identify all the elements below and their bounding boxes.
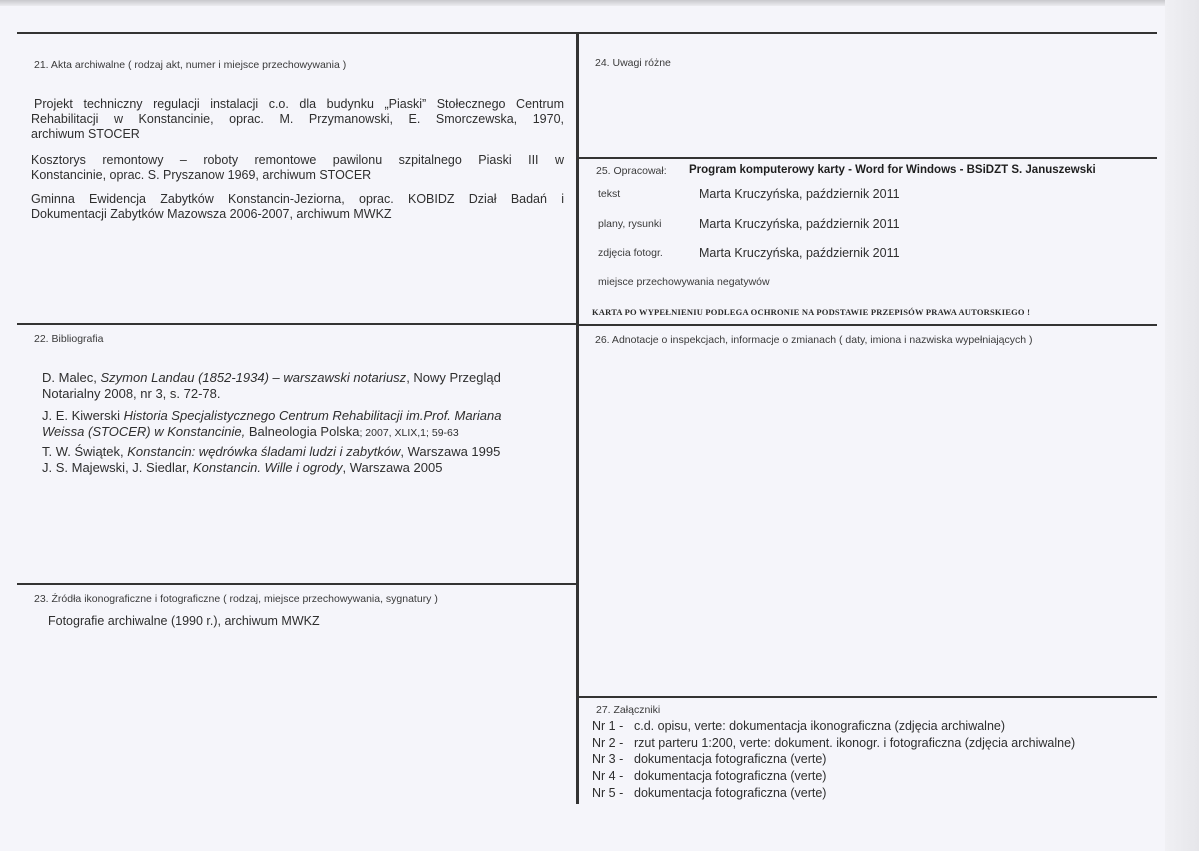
sec23-text: Fotografie archiwalne (1990 r.), archiwum MWKZ	[48, 614, 320, 628]
sec21-entry-2-line: Kosztorys remontowy – roboty remontowe pawilonu szpitalnego Piaski III w	[31, 153, 564, 167]
sec21-entry-3	[31, 192, 564, 222]
sec21-entry-1-line: Projekt techniczny regulacji instalacji c.o. dla budynku „Piaski” Stołecznego Centrum	[34, 97, 564, 111]
sec21-heading: 21. Akta archiwalne ( rodzaj akt, numer i miejsce przechowywania )	[34, 59, 347, 71]
rule-top	[17, 32, 1157, 34]
attachment-text: rzut parteru 1:200, verte: dokument. ikonogr. i fotograficzna (zdjęcia archiwalne)	[634, 736, 1076, 750]
sec23-heading: 23. Źródła ikonograficzne i fotograficzne ( rodzaj, miejsce przechowywania, sygnatury )	[34, 593, 438, 605]
sec21-entry-3-line: Dokumentacji Zabytków Mazowsza 2006-2007, archiwum MWKZ	[31, 207, 392, 221]
sec21-entry-1	[31, 97, 564, 142]
sec22-heading: 22. Bibliografia	[34, 333, 104, 345]
sec21-entry-2	[31, 153, 564, 183]
sec26-heading: 26. Adnotacje o inspekcjach, informacje o zmianach ( daty, imiona i nazwiska wypełniających )	[595, 334, 1033, 346]
negatives-location-label: miejsce przechowywania negatywów	[598, 276, 770, 288]
rule-right-24-25	[577, 157, 1157, 159]
author-row-label: plany, rysunki	[598, 218, 662, 230]
attachment-nr: Nr 1 -	[592, 719, 624, 733]
sec25-heading: 25. Opracował:	[596, 165, 667, 177]
rule-right-26-27	[577, 696, 1157, 698]
sec27-heading: 27. Załączniki	[596, 704, 661, 716]
scan-right-edge	[1165, 0, 1199, 851]
bib3-author: T. W. Świątek,	[42, 444, 128, 459]
author-row-value: Marta Kruczyńska, październik 2011	[699, 217, 900, 231]
bib1-title: Szymon Landau (1852-1934) – warszawski notariusz	[100, 370, 407, 385]
bib3-pub: , Warszawa 1995	[400, 444, 501, 459]
bibliography-entry-4	[42, 460, 442, 475]
rule-right-25-26	[577, 324, 1157, 326]
bibliography-entry-2-cont	[42, 424, 459, 441]
scan-top-edge	[0, 0, 1199, 6]
sec21-entry-2-line: Konstancinie, oprac. S. Pryszanow 1969, archiwum STOCER	[31, 168, 372, 182]
attachment-text: c.d. opisu, verte: dokumentacja ikonograficzna (zdjęcia archiwalne)	[634, 719, 1006, 733]
rule-left-22-23	[17, 583, 577, 585]
author-row-value: Marta Kruczyńska, październik 2011	[699, 187, 900, 201]
bib4-title: Konstancin. Wille i ogrody	[193, 460, 343, 475]
bib4-pub: , Warszawa 2005	[342, 460, 443, 475]
attachment-text: dokumentacja fotograficzna (verte)	[634, 752, 827, 766]
rule-center	[576, 33, 579, 804]
author-row-value: Marta Kruczyńska, październik 2011	[699, 246, 900, 260]
attachment-nr: Nr 2 -	[592, 736, 624, 750]
bib1-pub: , Nowy Przegląd	[406, 370, 501, 385]
copyright-notice: KARTA PO WYPEŁNIENIU PODLEGA OCHRONIE NA PODSTAWIE PRZEPISÓW PRAWA AUTORSKIEGO !	[592, 307, 1031, 317]
bib1-author: D. Malec,	[42, 370, 101, 385]
author-row-label: zdjęcia fotogr.	[598, 247, 663, 259]
bibliography-entry-1	[42, 370, 501, 385]
sec21-entry-1-line: Rehabilitacji w Konstancinie, oprac. M. Przymanowski, E. Smorczewska, 1970,	[31, 112, 564, 126]
sec21-entry-3-line: Gminna Ewidencja Zabytków Konstancin-Jeziorna, oprac. KOBIDZ Dział Badań i	[31, 192, 564, 206]
bib2-journal: Balneologia Polska	[245, 424, 360, 439]
bibliography-entry-3	[42, 444, 500, 459]
attachment-text: dokumentacja fotograficzna (verte)	[634, 786, 827, 800]
bib2-volume: ; 2007, XLIX,1; 59-63	[359, 427, 459, 439]
bib2-title: Historia Specjalistycznego Centrum Rehabilitacji im.Prof. Mariana	[123, 408, 502, 423]
bibliography-entry-2	[42, 408, 502, 423]
bibliography-entry-1-cont: Notarialny 2008, nr 3, s. 72-78.	[42, 386, 221, 401]
attachment-nr: Nr 4 -	[592, 769, 624, 783]
rule-left-21-22	[17, 323, 577, 325]
author-row-label: tekst	[598, 188, 621, 200]
bib4-author: J. S. Majewski, J. Siedlar,	[42, 460, 193, 475]
bib3-title: Konstancin: wędrówka śladami ludzi i zabytków	[127, 444, 401, 459]
sec24-heading: 24. Uwagi różne	[595, 57, 671, 69]
sec25-program: Program komputerowy karty - Word for Windows - BSiDZT S. Januszewski	[689, 164, 1096, 176]
bib2-title-cont: Weissa (STOCER) w Konstancinie,	[42, 424, 246, 439]
sec21-entry-1-line: archiwum STOCER	[31, 127, 140, 141]
attachment-nr: Nr 5 -	[592, 786, 624, 800]
attachment-text: dokumentacja fotograficzna (verte)	[634, 769, 827, 783]
bib2-author: J. E. Kiwerski	[42, 408, 124, 423]
attachment-nr: Nr 3 -	[592, 752, 624, 766]
